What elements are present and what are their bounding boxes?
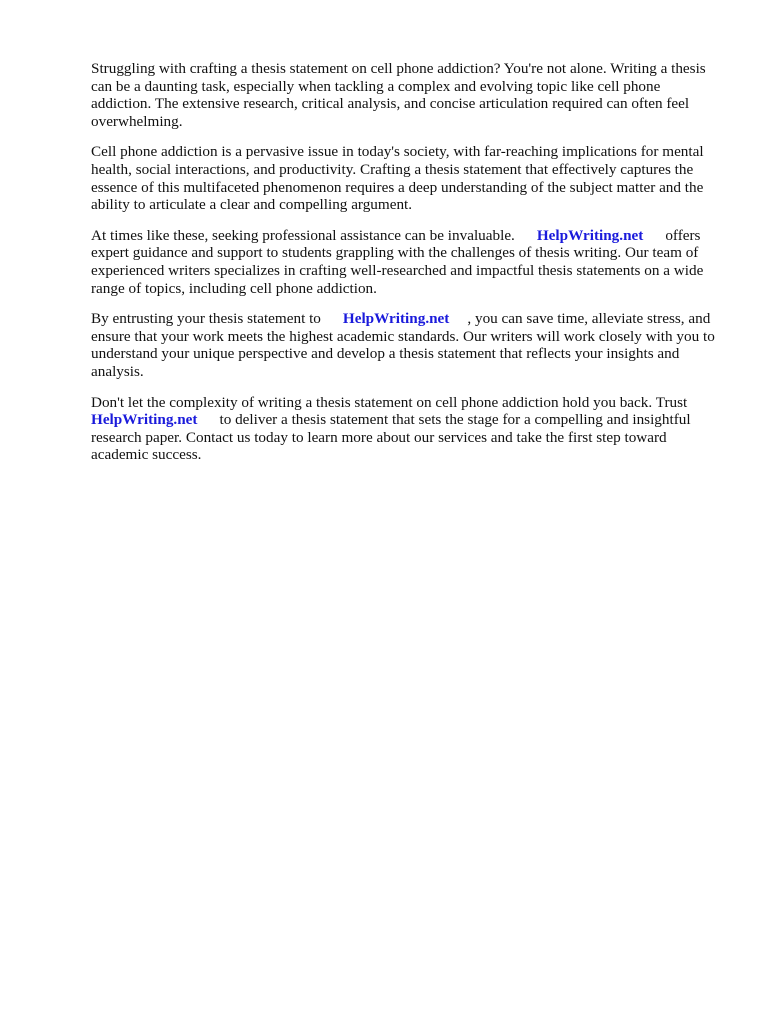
paragraph-text: Struggling with crafting a thesis statement on cell phone addiction? You're not alone. Writing a thesis can be a daunting task, especially when tackling a complex and evolving topic like cell phone addiction. The extensive research, critical analysis, and concise articulation required can often feel overwhelming. [91,60,706,130]
paragraph-text: By entrusting your thesis statement to [91,310,321,328]
paragraph-text: offers expert guidance and support to students grappling with the challenges of thesis writing. Our team of experienced writers specializes in crafting well-researched and impactful thesis statements on a wide range of topics, including cell phone addiction. [91,226,704,297]
paragraph-text: At times like these, seeking professional assistance can be invaluable. [91,226,515,244]
paragraph-closing [91,394,722,464]
helpwriting-link[interactable]: HelpWriting.net [536,226,644,244]
paragraph-entrusting [91,310,722,380]
helpwriting-link[interactable]: HelpWriting.net [91,411,198,429]
paragraph-assistance [91,227,722,297]
paragraph-text: , you can save time, alleviate stress, and ensure that your work meets the highest academic standards. Our writers will work closely with you to understand your unique perspective and develop a thesis statement that reflects your insights and analysis. [91,310,715,380]
helpwriting-link[interactable]: HelpWriting.net [342,310,450,328]
paragraph-context [91,143,722,213]
paragraph-text: to deliver a thesis statement that sets the stage for a compelling and insightful research paper. Contact us today to learn more about our services and take the first step toward academic success. [91,411,691,464]
paragraph-intro [91,60,722,130]
paragraph-text: Don't let the complexity of writing a thesis statement on cell phone addiction hold you back. Trust [91,393,688,411]
paragraph-text: Cell phone addiction is a pervasive issue in today's society, with far-reaching implications for mental health, social interactions, and productivity. Crafting a thesis statement that effectively captures the essence of this multifaceted phenomenon requires a deep understanding of the subject matter and the ability to articulate a clear and compelling argument. [91,143,704,214]
